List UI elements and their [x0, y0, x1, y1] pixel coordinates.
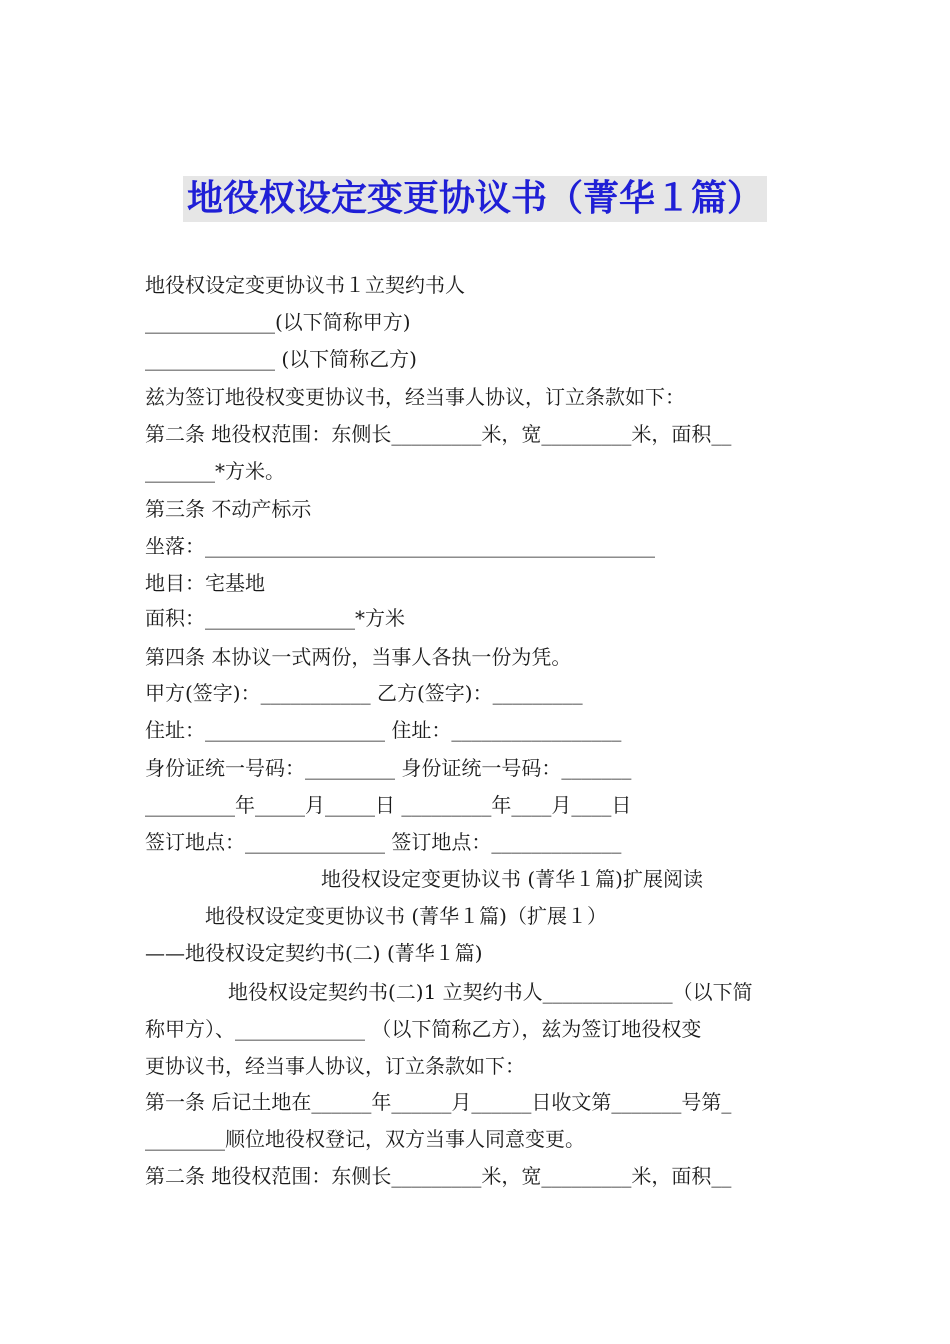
paragraph-line: 地役权设定变更协议书１立契约书人: [145, 273, 465, 297]
document-title: 地役权设定变更协议书（菁华１篇）: [183, 176, 767, 222]
subtitle-line: ——地役权设定契约书(二) (菁华１篇): [145, 941, 483, 965]
paragraph-line: ________顺位地役权登记，双方当事人同意变更。: [145, 1127, 585, 1151]
extension-heading: 地役权设定变更协议书 (菁华１篇)（扩展１）: [205, 904, 607, 928]
date-line: _________年_____月_____日 _________年____月____日: [145, 793, 632, 817]
extended-reading-heading: 地役权设定变更协议书 (菁华１篇)扩展阅读: [321, 867, 703, 891]
signature-line: 甲方(签字)：___________ 乙方(签字)：_________: [145, 681, 583, 705]
paragraph-line: 称甲方）、_____________ （以下简称乙方），兹为签订地役权变: [145, 1017, 702, 1041]
address-line: 住址：__________________ 住址：_________________: [145, 718, 622, 742]
paragraph-line: _____________(以下简称甲方): [145, 310, 411, 334]
paragraph-line: _______*方米。: [145, 459, 285, 483]
paragraph-line: 第四条 本协议一式两份，当事人各执一份为凭。: [145, 645, 572, 669]
paragraph-line: 坐落：_____________________________________________: [145, 534, 655, 558]
paragraph-line: 兹为签订地役权变更协议书，经当事人协议，订立条款如下：: [145, 385, 685, 409]
paragraph-line: 第二条 地役权范围：东侧长_________米，宽_________米，面积__: [145, 1164, 732, 1188]
paragraph-line: 面积：_______________*方米: [145, 606, 405, 630]
paragraph-line: 地目：宅基地: [145, 571, 265, 595]
paragraph-line: 地役权设定契约书(二)1 立契约书人_____________（以下简: [228, 980, 753, 1004]
paragraph-line: 第一条 后记土地在______年______月______日收文第_______号第_: [145, 1090, 732, 1114]
document-title-wrap: [0, 176, 950, 222]
signing-place-line: 签订地点：______________ 签订地点：_____________: [145, 830, 622, 854]
paragraph-line: 更协议书，经当事人协议，订立条款如下：: [145, 1054, 525, 1078]
paragraph-line: 第二条 地役权范围：东侧长_________米，宽_________米，面积__: [145, 422, 732, 446]
id-number-line: 身份证统一号码：_________ 身份证统一号码：_______: [145, 756, 632, 780]
paragraph-line: 第三条 不动产标示: [145, 497, 312, 521]
paragraph-line: _____________ (以下简称乙方): [145, 347, 417, 371]
